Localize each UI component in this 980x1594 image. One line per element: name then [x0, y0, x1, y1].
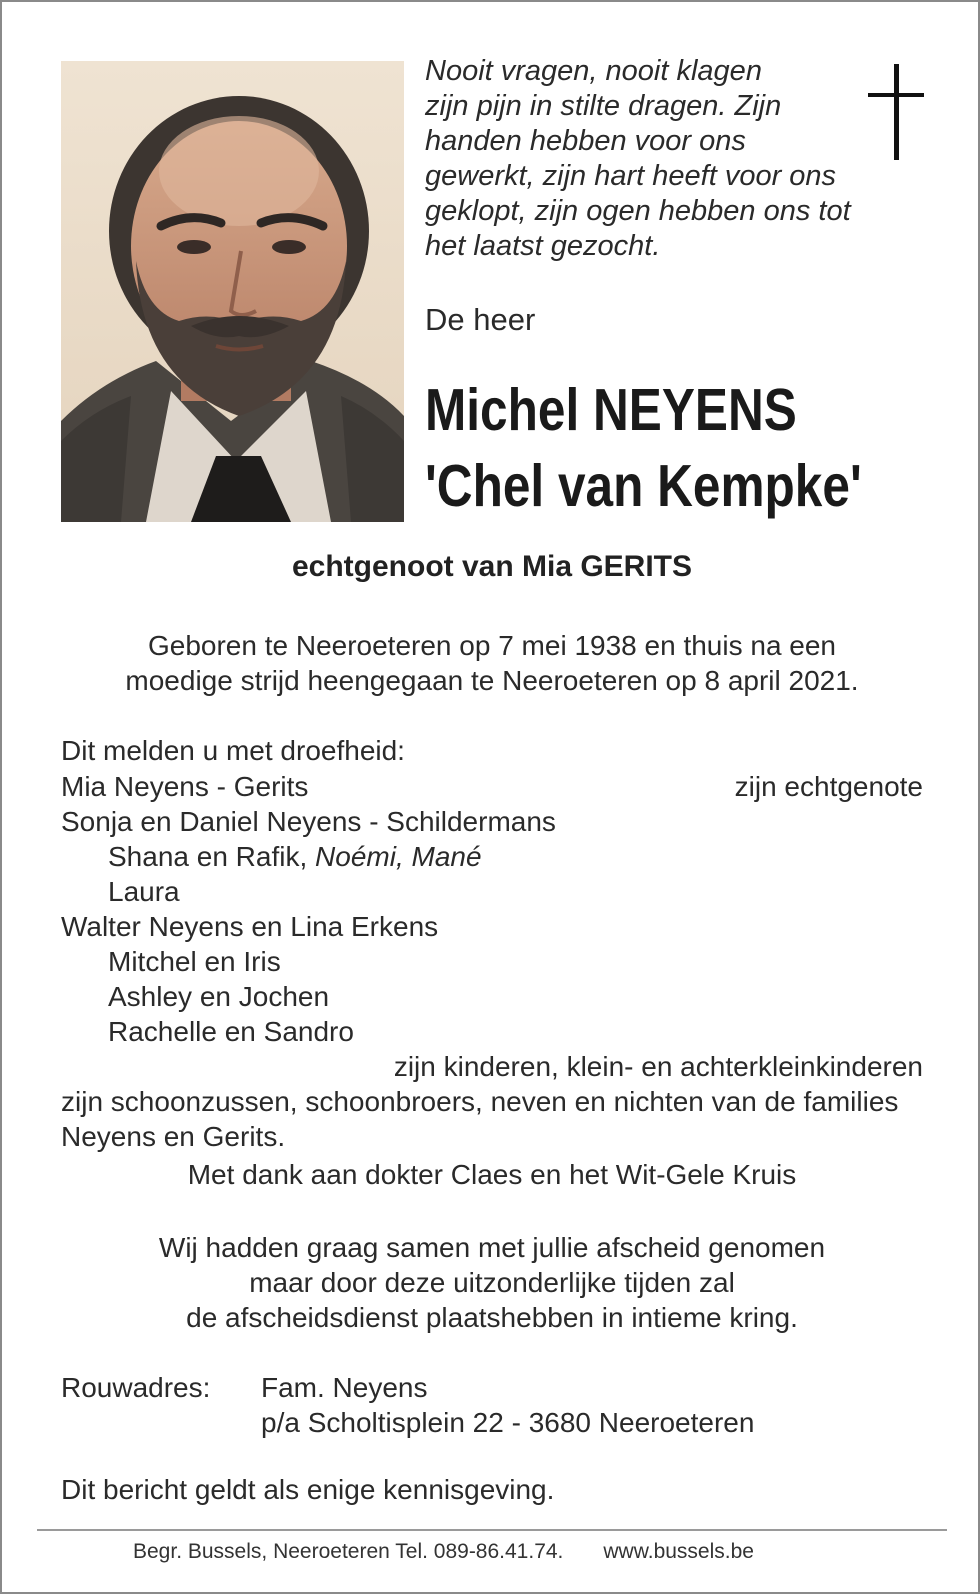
divider: [37, 1529, 947, 1531]
poem-line: geklopt, zijn ogen hebben ons tot: [425, 195, 851, 227]
salutation: De heer: [425, 302, 536, 337]
farewell-line: Wij hadden graag samen met jullie afscheid genomen: [158, 1232, 826, 1263]
spouse-role: zijn echtgenote: [734, 771, 923, 802]
great-grandchildren-names: Noémi, Mané: [315, 841, 482, 872]
farewell-line: de afscheidsdienst plaatshebben in intieme kring.: [186, 1302, 798, 1333]
deceased-name: [425, 372, 862, 524]
family-row: Mitchel en Iris: [108, 946, 281, 977]
poem-line: Nooit vragen, nooit klagen: [425, 55, 762, 87]
family-row: Rachelle en Sandro: [108, 1016, 354, 1047]
deceased-nickname: 'Chel van Kempke': [425, 453, 862, 519]
spouse-line: echtgenoot van Mia GERITS: [291, 550, 693, 583]
family-row: Walter Neyens en Lina Erkens: [61, 911, 439, 942]
family-row: Laura: [108, 876, 180, 907]
poem: [425, 54, 885, 264]
address-label: Rouwadres:: [61, 1372, 211, 1403]
address-name: Fam. Neyens: [261, 1372, 428, 1403]
thanks-line: Met dank aan dokter Claes en het Wit-Gele Kruis: [187, 1159, 797, 1190]
family-row: Ashley en Jochen: [108, 981, 330, 1012]
birth-line: Geboren te Neeroeteren op 7 mei 1938 en thuis na een: [147, 630, 837, 661]
spouse-name: Mia Neyens - Gerits: [61, 771, 309, 802]
address-street: p/a Scholtisplein 22 - 3680 Neeroeteren: [261, 1407, 755, 1438]
family-row: Sonja en Daniel Neyens - Schildermans: [61, 806, 556, 837]
poem-line: zijn pijn in stilte dragen. Zijn: [425, 90, 782, 122]
birth-death-info: [2, 628, 980, 698]
cross-icon: [868, 64, 924, 160]
address-value: [261, 1370, 754, 1440]
children-role: zijn kinderen, klein- en achterkleinkinderen: [393, 1051, 923, 1082]
extended-family: zijn schoonzussen, schoonbroers, neven en nichten van de families Neyens en Gerits.: [61, 1086, 899, 1152]
family-row: [61, 839, 923, 874]
portrait-photo: [61, 61, 404, 522]
deceased-name-line: Michel NEYENS: [425, 377, 797, 443]
family-row: [61, 769, 923, 804]
poem-line: het laatst gezocht.: [425, 230, 661, 262]
undertaker-info: Begr. Bussels, Neeroeteren Tel. 089-86.41.74.: [133, 1540, 564, 1563]
notice-line: Dit bericht geldt als enige kennisgeving.: [61, 1474, 555, 1505]
grandchild-name: Shana en Rafik,: [108, 841, 316, 872]
announcement-intro: Dit melden u met droefheid:: [61, 735, 405, 766]
poem-line: gewerkt, zijn hart heeft voor ons: [425, 160, 837, 192]
poem-line: handen hebben voor ons: [425, 125, 746, 157]
family-list: [61, 769, 923, 1154]
website-link[interactable]: www.bussels.be: [603, 1540, 754, 1563]
farewell-line: maar door deze uitzonderlijke tijden zal: [249, 1267, 735, 1298]
farewell-message: [2, 1230, 980, 1335]
footer: [133, 1540, 754, 1564]
death-line: moedige strijd heengegaan te Neeroeteren op 8 april 2021.: [125, 665, 859, 696]
